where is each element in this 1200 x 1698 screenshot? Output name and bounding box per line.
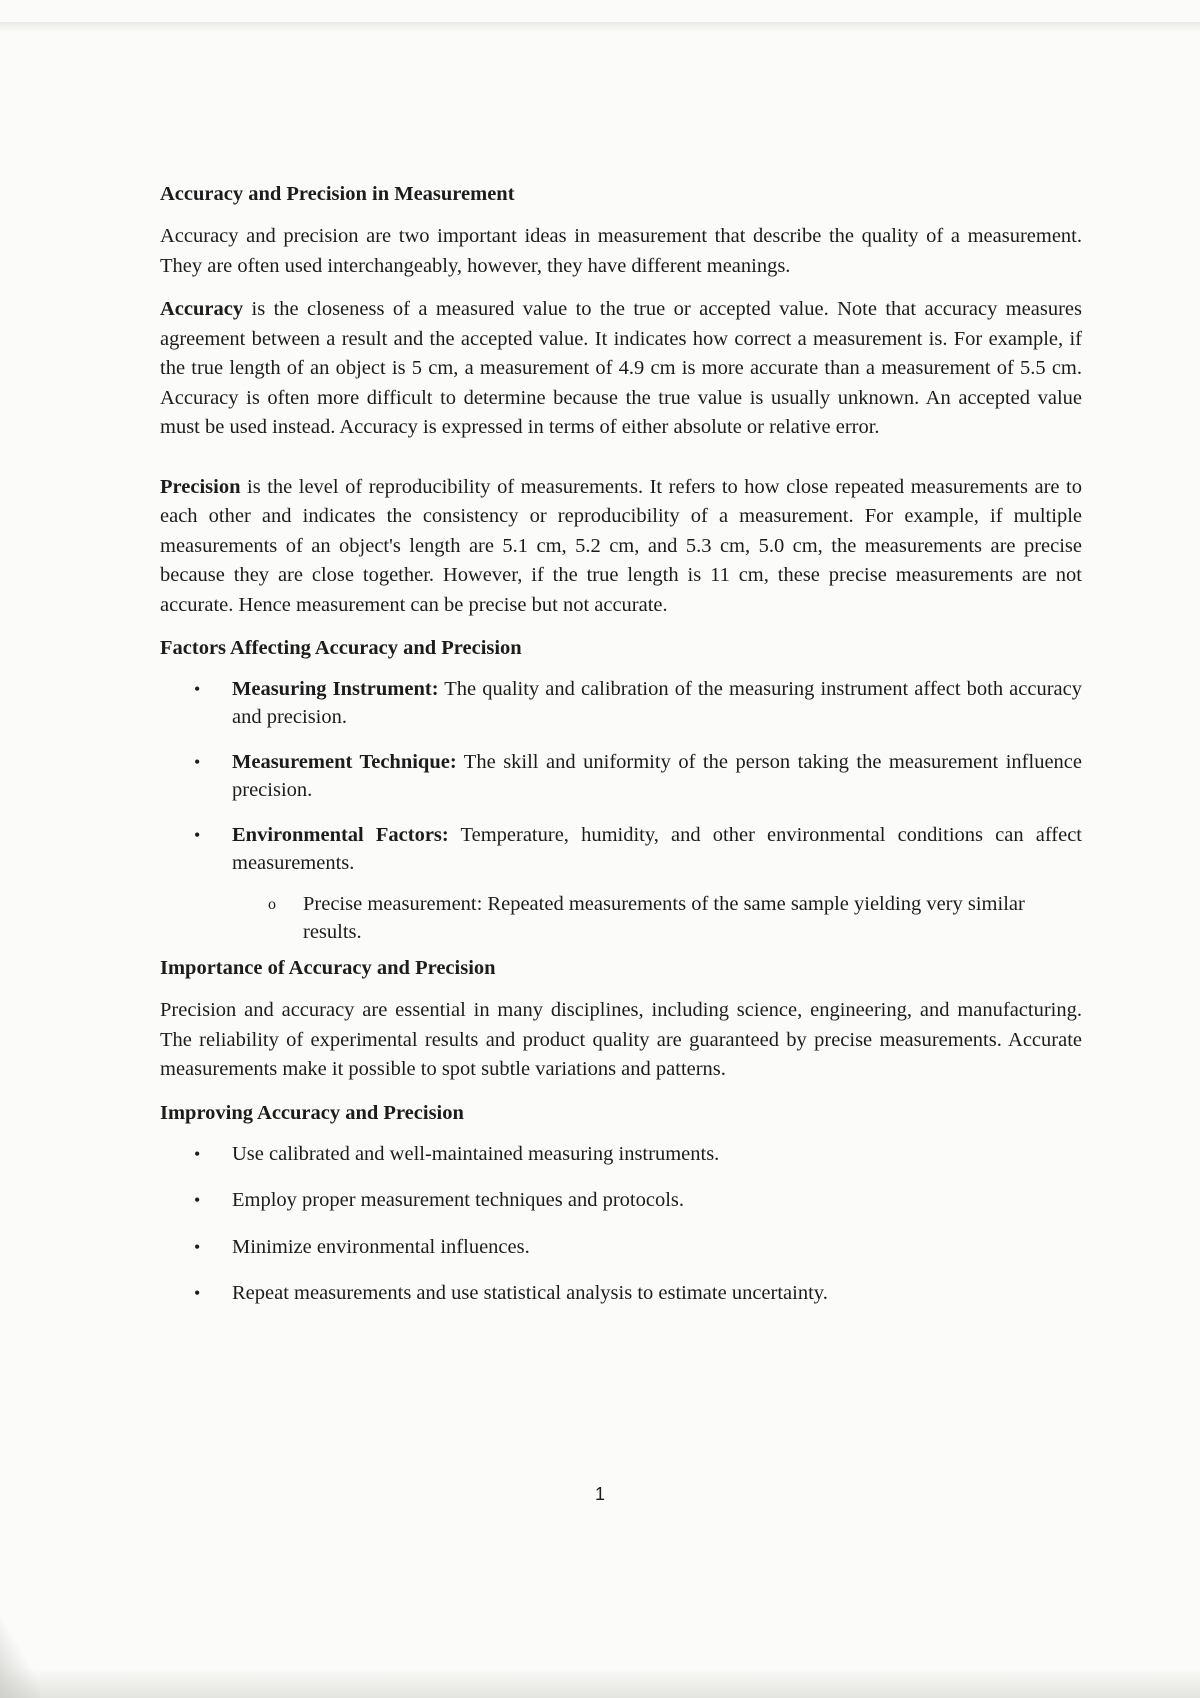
bullet-icon: • — [194, 1283, 201, 1303]
bullet-icon: • — [194, 1236, 201, 1257]
scan-shadow-bottom — [0, 1668, 1200, 1698]
list-item — [160, 1234, 1082, 1262]
intro-paragraph: Accuracy and precision are two important ideas in measurement that describe the quality of a measurement. They are often used interchangeably, however, they have different meanings. — [160, 225, 1082, 277]
list-item — [160, 749, 1082, 804]
factors-heading: Factors Affecting Accuracy and Precision — [160, 637, 522, 659]
improving-list — [160, 1141, 1082, 1308]
bullet-icon: • — [194, 1143, 201, 1164]
list-item — [160, 1187, 1082, 1215]
factor-text: The skill and uniformity of the person taking the measurement influence precision. — [232, 751, 1082, 801]
improving-item-text: Minimize environmental influences. — [232, 1235, 530, 1258]
page-number: 1 — [594, 1484, 605, 1504]
circle-bullet-icon: o — [268, 896, 276, 913]
list-item — [160, 1280, 1082, 1308]
importance-heading: Importance of Accuracy and Precision — [160, 957, 496, 979]
list-item — [160, 1141, 1082, 1169]
precision-definition: is the level of reproducibility of measurements. It refers to how close repeated measurements are to each other and indicates the consistency or reproducibility of a measurement. For example, if multiple measurements of an object's length are 5.1 cm, 5.2 cm, and 5.3 cm, 5.0 cm, the measurements are precise because they are close together. However, if the true length is 11 cm, these precise measurements are not accurate. Hence measurement can be precise but not accurate. — [160, 475, 1082, 616]
document-title: Accuracy and Precision in Measurement — [160, 183, 515, 205]
bullet-icon: • — [194, 825, 201, 845]
factors-list — [160, 676, 1082, 877]
improving-heading: Improving Accuracy and Precision — [160, 1101, 464, 1124]
precision-term: Precision — [160, 475, 241, 498]
bullet-icon: • — [194, 1190, 201, 1210]
scan-shadow-top — [0, 22, 1200, 32]
bullet-icon: • — [194, 679, 201, 699]
factor-text: The quality and calibration of the measuring instrument affect both accuracy and precision. — [232, 678, 1082, 728]
improving-item-text: Employ proper measurement techniques and protocols. — [232, 1189, 685, 1211]
sub-list-item — [160, 891, 1082, 946]
factor-term: Measurement Technique: — [232, 751, 457, 773]
factors-sub-list — [160, 891, 1082, 946]
factor-text: Temperature, humidity, and other environmental conditions can affect measurements. — [232, 824, 1082, 874]
bullet-icon: • — [194, 752, 201, 772]
importance-paragraph: Precision and accuracy are essential in many disciplines, including science, engineering, and manufacturing. The reliability of experimental results and product quality are guaranteed by precise measurements. Accurate measurements make it possible to spot subtle variations and patterns. — [160, 999, 1082, 1080]
accuracy-term: Accuracy — [160, 298, 244, 320]
precision-paragraph — [160, 473, 1082, 621]
improving-item-text: Repeat measurements and use statistical analysis to estimate uncertainty. — [232, 1282, 828, 1304]
scan-corner-fold — [0, 1610, 40, 1698]
accuracy-definition: is the closeness of a measured value to the true or accepted value. Note that accuracy measures agreement between a result and the accepted value. It indicates how correct a measurement is. For example, if the true length of an object is 5 cm, a measurement of 4.9 cm is more accurate than a measurement of 5.5 cm. Accuracy is often more difficult to determine because the true value is usually unknown. An accepted value must be used instead. Accuracy is expressed in terms of either absolute or relative error. — [160, 298, 1082, 438]
factor-term: Measuring Instrument: — [232, 678, 439, 700]
document-body — [160, 180, 1082, 1327]
sub-item-text: Precise measurement: Repeated measurements of the same sample yielding very similar results. — [303, 893, 1025, 943]
list-item — [160, 822, 1082, 877]
accuracy-paragraph — [160, 295, 1082, 443]
paragraph-gap — [160, 457, 1082, 473]
improving-item-text: Use calibrated and well-maintained measuring instruments. — [232, 1142, 720, 1165]
list-item — [160, 676, 1082, 731]
factor-term: Environmental Factors: — [232, 824, 449, 846]
